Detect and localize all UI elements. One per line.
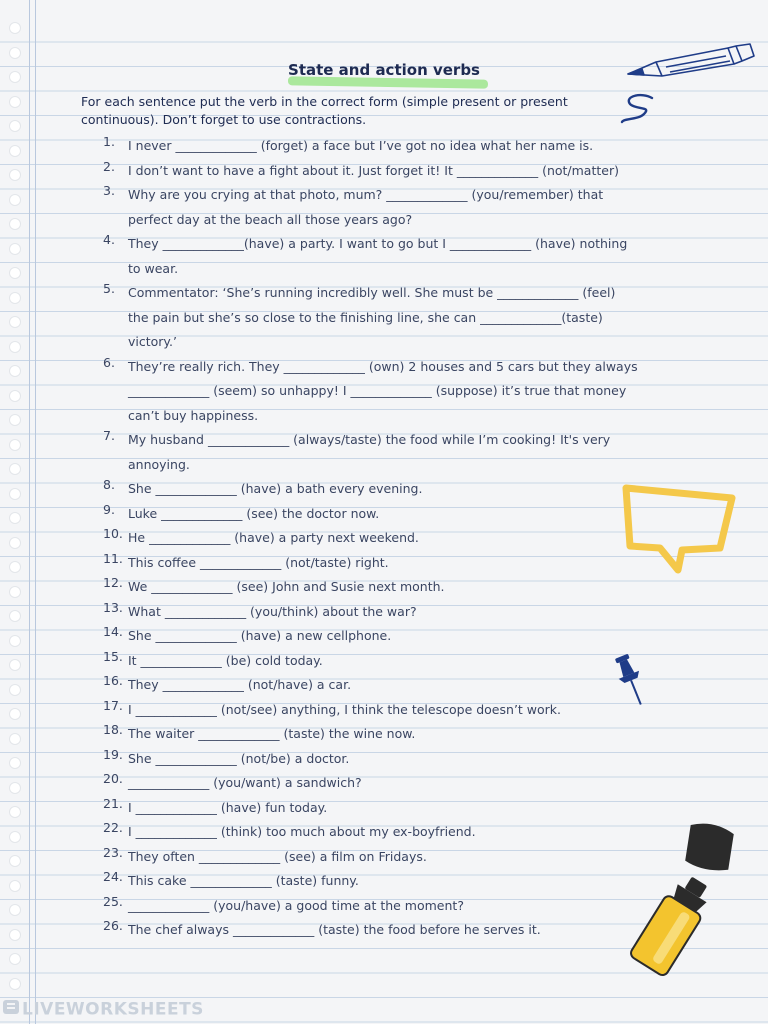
punch-hole [9,978,21,990]
item-text: I don’t want to have a fight about it. Just forget it! It _____________ (not/matter) [128,162,619,178]
punch-hole [9,267,21,279]
punch-hole [9,929,21,941]
item-number: 1. [103,134,115,149]
item-text: We _____________ (see) John and Susie next month. [128,579,445,594]
item-number: 11. [103,550,123,566]
punch-hole [9,659,21,671]
punch-hole [9,365,21,377]
item-text: perfect day at the beach all those years ago? [128,211,413,227]
item-text: _____________ (you/have) a good time at the moment? [128,897,464,913]
punch-hole [9,586,21,598]
push-pin-icon [612,652,652,710]
item-text: This cake _____________ (taste) funny. [128,873,359,888]
punch-hole [9,390,21,402]
item-number: 16. [103,673,123,688]
item-number: 7. [103,428,115,443]
item-text: I never _____________ (forget) a face but I’ve got no idea what her name is. [128,138,594,153]
highlighter-icon [608,820,738,982]
footer-brand [2,999,204,1020]
item-number: 24. [103,869,123,884]
item-number: 22. [103,820,123,835]
punch-hole [9,120,21,132]
item-number: 4. [103,232,115,247]
item-text: _____________ (seem) so unhappy! I _____________ (suppose) it’s true that money [128,383,627,398]
item-text: Luke _____________ (see) the doctor now. [128,505,380,521]
item-number: 15. [103,648,123,664]
punch-hole [9,316,21,328]
item-number: 8. [103,477,115,492]
item-text: He _____________ (have) a party next weekend. [128,530,419,545]
item-number: 18. [103,722,123,737]
punch-hole [9,341,21,353]
margin-line [29,0,30,1024]
item-text: They’re really rich. They _____________ (own) 2 houses and 5 cars but they always [128,358,638,374]
squiggle-icon [618,92,658,124]
punch-hole [9,708,21,720]
footer-brand-text: LIVEWORKSHEETS [22,999,204,1020]
punch-hole [9,512,21,524]
item-text: They _____________(have) a party. I want to go but I _____________ (have) nothing [128,236,628,251]
punch-hole [9,47,21,59]
item-text: the pain but she’s so close to the finishing line, she can _____________(taste) [128,309,603,325]
punch-hole [9,855,21,867]
punch-hole [9,953,21,965]
item-number: 23. [103,844,123,860]
punch-hole [9,22,21,34]
item-number: 2. [103,158,115,174]
item-number: 13. [103,599,123,615]
item-number: 14. [103,624,123,639]
punch-hole [9,610,21,622]
punch-hole [9,831,21,843]
item-text: _____________ (you/want) a sandwich? [128,775,362,790]
item-text: It _____________ (be) cold today. [128,652,323,668]
item-number: 3. [103,183,115,198]
item-number: 26. [103,918,123,933]
pencil-icon [626,42,756,82]
item-number: 19. [103,746,123,762]
punch-hole [9,635,21,647]
punch-hole [9,684,21,696]
item-text: This coffee _____________ (not/taste) right. [128,554,389,570]
liveworksheets-logo-icon [2,999,20,1020]
item-text: Why are you crying at that photo, mum? _____________ (you/remember) that [128,187,604,202]
item-number: 5. [103,281,115,296]
punch-hole [9,463,21,475]
item-text: annoying. [128,456,190,472]
punch-hole [9,537,21,549]
punch-hole [9,292,21,304]
item-text: I _____________ (think) too much about my ex-boyfriend. [128,824,476,839]
item-text: My husband _____________ (always/taste) the food while I’m cooking! It's very [128,432,611,447]
item-number: 17. [103,697,123,713]
item-text: victory.’ [128,334,177,349]
item-text: She _____________ (have) a new cellphone. [128,628,392,643]
item-text: I _____________ (have) fun today. [128,799,328,815]
punch-hole [9,806,21,818]
speech-bubble-icon [620,484,738,576]
item-text: The chef always _____________ (taste) the food before he serves it. [128,922,541,937]
worksheet-title: State and action verbs [288,61,480,79]
punch-hole [9,880,21,892]
punch-hole [9,733,21,745]
item-text: I _____________ (not/see) anything, I think the telescope doesn’t work. [128,701,562,717]
instructions: For each sentence put the verb in the correct form (simple present or present continuous). Don’t forget to use contractions. [81,94,568,127]
punch-hole [9,757,21,769]
punch-hole [9,96,21,108]
punch-hole [9,561,21,573]
item-text: Commentator: ‘She’s running incredibly well. She must be _____________ (feel) [128,285,616,300]
item-text: can’t buy happiness. [128,407,259,423]
item-number: 20. [103,771,123,786]
punch-hole [9,414,21,426]
margin-line [35,0,36,1024]
item-text: She _____________ (not/be) a doctor. [128,750,350,766]
item-number: 25. [103,893,123,909]
item-number: 10. [103,526,123,541]
item-text: to wear. [128,260,179,276]
punch-hole [9,218,21,230]
punch-hole [9,439,21,451]
item-number: 9. [103,501,115,517]
item-text: They _____________ (not/have) a car. [128,677,352,692]
item-text: She _____________ (have) a bath every evening. [128,481,423,496]
punch-hole [9,169,21,181]
item-text: The waiter _____________ (taste) the wine now. [128,726,416,741]
punch-hole [9,488,21,500]
item-number: 6. [103,354,115,370]
item-text: What _____________ (you/think) about the war? [128,603,417,619]
punch-hole [9,904,21,916]
punch-hole [9,145,21,157]
punch-hole [9,194,21,206]
item-number: 21. [103,795,123,811]
item-text: They often _____________ (see) a film on Fridays. [128,848,427,864]
punch-hole [9,243,21,255]
punch-hole [9,782,21,794]
item-number: 12. [103,575,123,590]
